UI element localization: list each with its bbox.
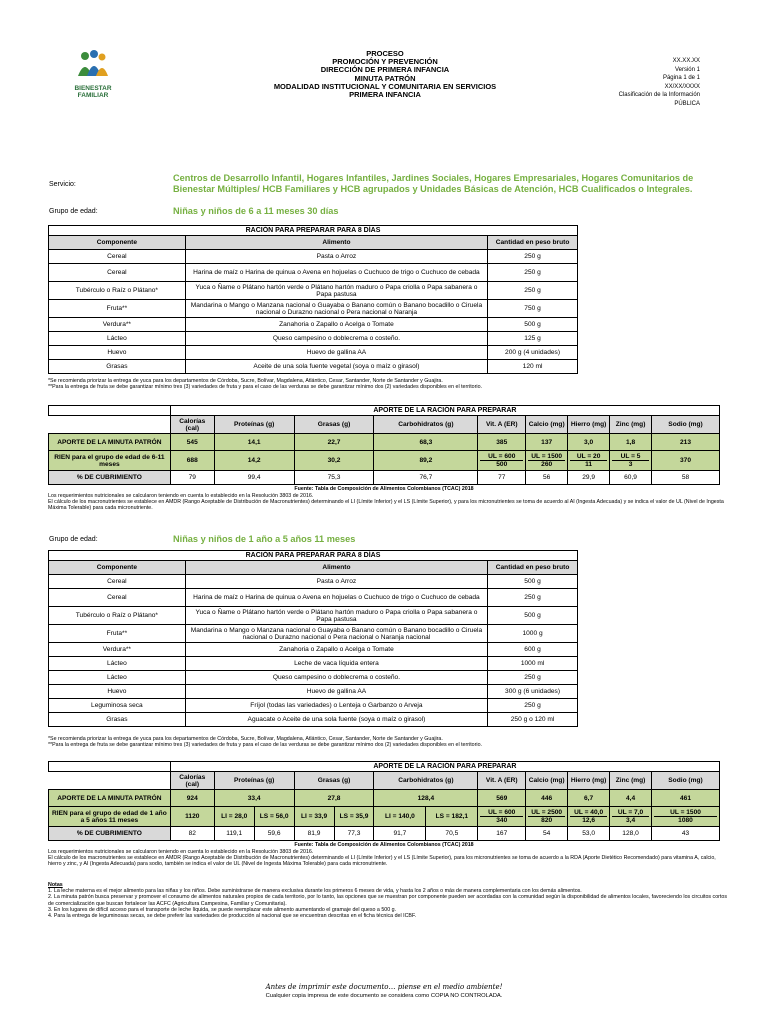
cell-qty: 1000 ml <box>488 657 578 671</box>
col-iron: Hierro (mg) <box>568 416 610 434</box>
cell-food: Aguacate o Aceite de una sola fuente (soya o maíz o girasol) <box>185 713 487 727</box>
table-row <box>49 575 578 589</box>
ul-value: UL = 7,0 <box>612 809 649 817</box>
req-value: 260 <box>541 461 553 468</box>
cell-qty: 500 g <box>488 318 578 332</box>
cell-zinc <box>610 451 652 471</box>
cell-qty: 500 g <box>488 607 578 625</box>
cell-value: 119,1 <box>214 827 254 841</box>
source-note: Fuente: Tabla de Composición de Alimentos Colombianos (TCAC) 2018 <box>294 842 474 848</box>
col-fats: Grasas (g) <box>294 416 374 434</box>
cell-iron <box>568 451 610 471</box>
cell-calcium <box>526 807 568 827</box>
service-label: Servicio: <box>49 181 76 188</box>
table-row <box>49 318 578 332</box>
cell-component: Cereal <box>49 250 186 264</box>
cell-li: LI = 28,0 <box>214 807 254 827</box>
cell-component: Cereal <box>49 264 186 282</box>
req-value: 500 <box>496 461 508 468</box>
cell-qty: 600 g <box>488 643 578 657</box>
header-line: MODALIDAD INSTITUCIONAL Y COMUNITARIA EN SERVICIOS <box>273 81 497 91</box>
aporte-row <box>49 790 720 807</box>
cell-food: Queso campesino o doblecrema o costeño. <box>185 332 487 346</box>
footnote <box>48 736 728 748</box>
cell-value: 22,7 <box>294 434 374 451</box>
cell-component: Cereal <box>49 589 186 607</box>
col-component: Componente <box>49 236 186 250</box>
cell-component: Verdura** <box>49 318 186 332</box>
document-meta <box>600 57 700 109</box>
footnote-fruta: **Para la entrega de fruta se debe garantizar mínimo tres (3) variedades de fruta y para el caso de las verduras se debe garantizar mínimo dos (2) variedades disponibles en el territorio. <box>48 742 482 749</box>
ul-value: UL = 1500 <box>528 453 565 461</box>
col-food: Alimento <box>185 236 487 250</box>
rien-row <box>49 451 720 471</box>
service-text: Centros de Desarrollo Infantil, Hogares Infantiles, Jardines Sociales, Hogares Empresariales, Hogares Comunitarios de Bienestar Múltiples/ HCB Familiares y HCB agrupados y Unidades Básicas de Atención, HCB Cualificados o Integrales. <box>173 173 694 194</box>
cell-qty: 250 g <box>488 671 578 685</box>
meta-classification: PÚBLICA <box>674 100 700 107</box>
req-value: 12,6 <box>582 817 596 824</box>
table-row <box>49 643 578 657</box>
header-line: MINUTA PATRÓN <box>354 73 416 83</box>
meta-page: Página 1 de 1 <box>662 75 700 82</box>
cell-food: Zanahoria o Zapallo o Acelga o Tomate <box>185 318 487 332</box>
cell-value: 1,8 <box>610 434 652 451</box>
col-carbs: Carbohidratos (g) <box>374 416 478 434</box>
cell-food: Harina de maíz o Harina de quinua o Avena en hojuelas o Cuchuco de trigo o Cuchuco de cebada <box>185 264 487 282</box>
cell-component: Tubérculo o Raíz o Plátano* <box>49 607 186 625</box>
cell-value: 60,9 <box>610 471 652 485</box>
cell-value: 29,9 <box>568 471 610 485</box>
table-row <box>49 607 578 625</box>
cell-value: 68,3 <box>374 434 478 451</box>
cell-food: Aceite de una sola fuente vegetal (soya o maíz o girasol) <box>185 360 487 374</box>
col-zinc: Zinc (mg) <box>610 772 652 790</box>
req-note: Los requerimientos nutricionales se calcularon teniendo en cuenta lo establecido en la Resolución 3803 de 2016. <box>48 849 314 855</box>
cell-component: Lácteo <box>49 657 186 671</box>
ration-title: RACIÓN PARA PREPARAR PARA 8 DÍAS <box>49 551 578 561</box>
col-calories: Calorías (cal) <box>170 772 214 790</box>
header-line: DIRECCIÓN DE PRIMERA INFANCIA <box>320 65 450 75</box>
table-row <box>49 346 578 360</box>
cell-value: 213 <box>652 434 720 451</box>
cell-value: 99,4 <box>214 471 294 485</box>
cell-ls: LS = 35,9 <box>334 807 374 827</box>
cell-qty: 250 g <box>488 264 578 282</box>
table-row <box>49 671 578 685</box>
cell-component: Verdura** <box>49 643 186 657</box>
cell-value: 14,1 <box>214 434 294 451</box>
age-group-text: Niñas y niños de 6 a 11 meses 30 días <box>173 206 339 216</box>
col-iron: Hierro (mg) <box>568 772 610 790</box>
col-sodium: Sodio (mg) <box>652 772 720 790</box>
table-row <box>49 699 578 713</box>
cell-li: LI = 140,0 <box>374 807 426 827</box>
cell-component: Grasas <box>49 360 186 374</box>
cell-food: Fríjol (todas las variedades) o Lenteja o Garbanzo o Arveja <box>185 699 487 713</box>
cell-sodium <box>652 807 720 827</box>
note-item: 3. En los lugares de difícil acceso para el transporte de leche líquida, se puede reemplazar este alimento aumentando el gramaje del queso a 500 g. <box>48 906 397 913</box>
req-value: 3 <box>628 461 633 468</box>
cell-component: Huevo <box>49 346 186 360</box>
col-calcium: Calcio (mg) <box>526 416 568 434</box>
cell-vita <box>478 807 526 827</box>
meta-date: XX/XX/XXXX <box>664 83 700 90</box>
cell-value: 58 <box>652 471 720 485</box>
note-item: 2. La minuta patrón busca preservar y promover el consumo de alimentos naturales propios de cada territorio, por lo tanto, las opciones que se muestran por componente pueden ser acordadas con la comunidad según la disponibilidad de alimentos locales, favoreciendo los circuitos cortos de comercialización que buscan fortalecer las ACFC (Agricultura Campesina, Familiar y Comunitaria). <box>48 894 727 907</box>
table-row <box>49 264 578 282</box>
req-value: 1080 <box>678 817 693 824</box>
cell-value: 70,5 <box>426 827 478 841</box>
coverage-row <box>49 827 720 841</box>
cell-calcium <box>526 451 568 471</box>
requirements-note <box>48 849 728 868</box>
cell-value: 81,9 <box>294 827 334 841</box>
bienestar-familiar-logo <box>68 50 118 99</box>
cell-value: 569 <box>478 790 526 807</box>
cell-value: 91,7 <box>374 827 426 841</box>
table-row <box>49 657 578 671</box>
cell-iron <box>568 807 610 827</box>
age-group-label: Grupo de edad: <box>49 536 98 543</box>
cell-value: 43 <box>652 827 720 841</box>
req-note: El cálculo de los macronutrientes se establece en AMDR (Rango Aceptable de Distribución de Macronutrientes) determinando el LI (Límite Inferior) y el LS (Límite Superior), para los micronutrientes se toma de acuerdo a la RDA (Aporte Dietético Recomendado) para vitamina A, calcio, hierro y zinc, y AI (Ingesta Adecuada) para sodio, también se indica el valor de UL (Nivel de Ingesta Máxima Tolerable) para cada micronutriente. <box>48 855 716 868</box>
header-line: PRIMERA INFANCIA <box>349 90 421 100</box>
col-calcium: Calcio (mg) <box>526 772 568 790</box>
table-row <box>49 713 578 727</box>
cell-value: 137 <box>526 434 568 451</box>
col-vita: Vit. A (ER) <box>478 416 526 434</box>
col-fats: Grasas (g) <box>294 772 374 790</box>
cell-qty: 200 g (4 unidades) <box>488 346 578 360</box>
cell-value: 76,7 <box>374 471 478 485</box>
req-value: 3,4 <box>625 817 636 824</box>
cell-value: 33,4 <box>214 790 294 807</box>
cell-value: 82 <box>170 827 214 841</box>
cell-qty: 500 g <box>488 575 578 589</box>
cell-value: 14,2 <box>214 451 294 471</box>
footer-environment-note: Antes de imprimir este documento… piense en el medio ambiente! <box>265 983 503 991</box>
cell-value: 77,3 <box>334 827 374 841</box>
cell-food: Huevo de gallina AA <box>185 685 487 699</box>
meta-version: Versión 1 <box>674 66 700 73</box>
nutrient-table-1 <box>48 405 720 485</box>
table-row <box>49 282 578 300</box>
ul-value: UL = 600 <box>480 453 523 461</box>
cell-value: 56 <box>526 471 568 485</box>
header-line: PROCESO <box>366 49 404 58</box>
cell-value: 446 <box>526 790 568 807</box>
cell-value: 385 <box>478 434 526 451</box>
cell-component: Huevo <box>49 685 186 699</box>
cell-qty: 250 g <box>488 282 578 300</box>
rien-row <box>49 807 720 827</box>
cell-component: Lácteo <box>49 671 186 685</box>
logo-figures-icon <box>68 50 118 80</box>
logo-text-1: BIENESTAR <box>74 85 112 92</box>
header-line: PROMOCIÓN Y PREVENCIÓN <box>332 57 438 67</box>
cell-value: 77 <box>478 471 526 485</box>
cell-food: Zanahoria o Zapallo o Acelga o Tomate <box>185 643 487 657</box>
cell-value: 545 <box>170 434 214 451</box>
ration-table-1 <box>48 225 578 374</box>
notes-title: Notas <box>48 882 63 888</box>
cell-ls: LS = 182,1 <box>426 807 478 827</box>
cell-component: Fruta** <box>49 300 186 318</box>
cell-food: Mandarina o Mango o Manzana nacional o Guayaba o Banano común o Banano bocadillo o Ciruela nacional o Durazno nacional o Pera nacional o Naranja nacional <box>185 625 487 643</box>
cell-food: Mandarina o Mango o Manzana nacional o Guayaba o Banano común o Banano bocadillo o Ciruela nacional o Durazno nacional o Pera nacional o Naranja <box>185 300 487 318</box>
req-note: Los requerimientos nutricionales se calcularon teniendo en cuenta lo establecido en la Resolución 3803 de 2016. <box>48 493 314 499</box>
cell-value: 1120 <box>170 807 214 827</box>
nutrient-table-2 <box>48 761 720 841</box>
cell-value: 924 <box>170 790 214 807</box>
cell-value: 167 <box>478 827 526 841</box>
req-note: El cálculo de los macronutrientes se establece en AMDR (Rango Aceptable de Distribución de Macronutrientes) determinando el LI (Límite Inferior) y el LS (Límite Superior), y para los micronutrientes se toma de acuerdo al AI (Ingesta Adecuada) y se indica el valor de UL (Nivel de Ingesta Máxima Tolerable) para cada micronutriente. <box>48 499 724 512</box>
col-proteins: Proteínas (g) <box>214 416 294 434</box>
general-notes <box>48 882 728 919</box>
ul-value: UL = 1500 <box>654 809 717 817</box>
meta-code: XX.XX.XX <box>672 58 700 64</box>
table-row <box>49 332 578 346</box>
cell-value: 461 <box>652 790 720 807</box>
table-row <box>49 589 578 607</box>
cell-qty: 250 g <box>488 250 578 264</box>
cell-value: 79 <box>170 471 214 485</box>
note-item: 4. Para la entrega de leguminosas secas, se debe preferir las variedades de producción al nacional que se encuentran descritas en el ficha técnica del ICBF. <box>48 913 417 920</box>
col-carbs: Carbohidratos (g) <box>374 772 478 790</box>
col-vita: Vit. A (ER) <box>478 772 526 790</box>
age-group-label: Grupo de edad: <box>49 208 98 215</box>
row-label: % DE CUBRIMIENTO <box>49 471 171 485</box>
cell-food: Yuca o Ñame o Plátano hartón verde o Plátano hartón maduro o Papa criolla o Papa sabanera o Papa pastusa <box>185 607 487 625</box>
row-label: APORTE DE LA MINUTA PATRÓN <box>49 790 171 807</box>
requirements-note <box>48 493 728 512</box>
aporte-title: APORTE DE LA RACIÓN PARA PREPARAR <box>170 406 719 416</box>
footnote-yuca: *Se recomienda priorizar la entrega de yuca para los departamentos de Córdoba, Sucre, Bolívar, Magdalena, Atlántico, Cesar, Santander, Norte de Santander y Guajira. <box>48 736 443 742</box>
cell-food: Pasta o Arroz <box>185 250 487 264</box>
cell-qty: 300 g (6 unidades) <box>488 685 578 699</box>
table-row <box>49 625 578 643</box>
row-label: RIEN para el grupo de edad de 6-11 meses <box>49 451 171 471</box>
row-label: RIEN para el grupo de edad de 1 año a 5 años 11 meses <box>49 807 171 827</box>
footnote-fruta: **Para la entrega de fruta se debe garantizar mínimo tres (3) variedades de fruta y para el caso de las verduras se debe garantizar mínimo dos (2) variedades disponibles en el territorio. <box>48 384 482 391</box>
ul-value: UL = 20 <box>570 453 607 461</box>
cell-qty: 250 g <box>488 589 578 607</box>
ul-value: UL = 40,0 <box>570 809 607 817</box>
cell-zinc <box>610 807 652 827</box>
ration-table-2 <box>48 550 578 727</box>
cell-food: Yuca o Ñame o Plátano hartón verde o Plátano hartón maduro o Papa criolla o Papa sabanera o Papa pastusa <box>185 282 487 300</box>
cell-value: 53,0 <box>568 827 610 841</box>
col-calories: Calorías (cal) <box>170 416 214 434</box>
cell-value: 54 <box>526 827 568 841</box>
meta-classification-label: Clasificación de la Información <box>618 92 700 99</box>
req-value: 340 <box>496 817 508 824</box>
req-value: 820 <box>541 817 553 824</box>
cell-ls: LS = 56,0 <box>254 807 294 827</box>
cell-food: Harina de maíz o Harina de quinua o Avena en hojuelas o Cuchuco de trigo o Cuchuco de cebada <box>185 589 487 607</box>
row-label: APORTE DE LA MINUTA PATRÓN <box>49 434 171 451</box>
cell-food: Pasta o Arroz <box>185 575 487 589</box>
col-sodium: Sodio (mg) <box>652 416 720 434</box>
logo-text-2: FAMILIAR <box>77 92 109 99</box>
aporte-row <box>49 434 720 451</box>
cell-food: Queso campesino o doblecrema o costeño. <box>185 671 487 685</box>
cell-value: 128,0 <box>610 827 652 841</box>
cell-component: Fruta** <box>49 625 186 643</box>
cell-component: Grasas <box>49 713 186 727</box>
source-note: Fuente: Tabla de Composición de Alimentos Colombianos (TCAC) 2018 <box>294 486 474 492</box>
cell-food: Huevo de gallina AA <box>185 346 487 360</box>
cell-value: 89,2 <box>374 451 478 471</box>
req-value: 11 <box>585 461 593 468</box>
cell-value: 59,6 <box>254 827 294 841</box>
cell-value: 6,7 <box>568 790 610 807</box>
cell-qty: 750 g <box>488 300 578 318</box>
cell-value: 4,4 <box>610 790 652 807</box>
cell-value: 27,8 <box>294 790 374 807</box>
cell-component: Leguminosa seca <box>49 699 186 713</box>
col-component: Componente <box>49 561 186 575</box>
cell-food: Leche de vaca líquida entera <box>185 657 487 671</box>
cell-value: 3,0 <box>568 434 610 451</box>
cell-value: 30,2 <box>294 451 374 471</box>
cell-qty: 250 g <box>488 699 578 713</box>
footnote <box>48 378 728 390</box>
cell-li: LI = 33,9 <box>294 807 334 827</box>
coverage-row <box>49 471 720 485</box>
aporte-title: APORTE DE LA RACIÓN PARA PREPARAR <box>170 762 719 772</box>
footnote-yuca: *Se recomienda priorizar la entrega de yuca para los departamentos de Córdoba, Sucre, Bolívar, Magdalena, Atlántico, Cesar, Santander, Norte de Santander y Guajira. <box>48 378 443 384</box>
table-row <box>49 300 578 318</box>
col-zinc: Zinc (mg) <box>610 416 652 434</box>
cell-qty: 120 ml <box>488 360 578 374</box>
cell-value: 688 <box>170 451 214 471</box>
col-food: Alimento <box>185 561 487 575</box>
table-row <box>49 685 578 699</box>
cell-component: Cereal <box>49 575 186 589</box>
row-label: % DE CUBRIMIENTO <box>49 827 171 841</box>
footer-copy-note: Cualquier copia impresa de este documento se considera como COPIA NO CONTROLADA. <box>265 993 503 999</box>
ul-value: UL = 2500 <box>528 809 565 817</box>
age-group-text: Niñas y niños de 1 año a 5 años 11 meses <box>173 534 356 544</box>
ul-value: UL = 5 <box>612 453 649 461</box>
col-quantity: Cantidad en peso bruto <box>488 561 578 575</box>
cell-component: Tubérculo o Raíz o Plátano* <box>49 282 186 300</box>
table-row <box>49 250 578 264</box>
ul-value: UL = 600 <box>480 809 523 817</box>
document-header <box>240 50 530 99</box>
cell-qty: 125 g <box>488 332 578 346</box>
cell-value: 370 <box>652 451 720 471</box>
cell-qty: 1000 g <box>488 625 578 643</box>
col-quantity: Cantidad en peso bruto <box>488 236 578 250</box>
note-item: 1. La leche materna es el mejor alimento para las niñas y los niños. Debe suministrarse de manera exclusiva durante los primeros 6 meses de vida, y hasta los 2 años o más de manera complementaria con los demás alimentos. <box>48 888 582 895</box>
cell-vita <box>478 451 526 471</box>
col-proteins: Proteínas (g) <box>214 772 294 790</box>
cell-value: 128,4 <box>374 790 478 807</box>
ration-title: RACIÓN PARA PREPARAR PARA 8 DÍAS <box>49 226 578 236</box>
table-row <box>49 360 578 374</box>
cell-component: Lácteo <box>49 332 186 346</box>
cell-qty: 250 g o 120 ml <box>488 713 578 727</box>
cell-value: 75,3 <box>294 471 374 485</box>
